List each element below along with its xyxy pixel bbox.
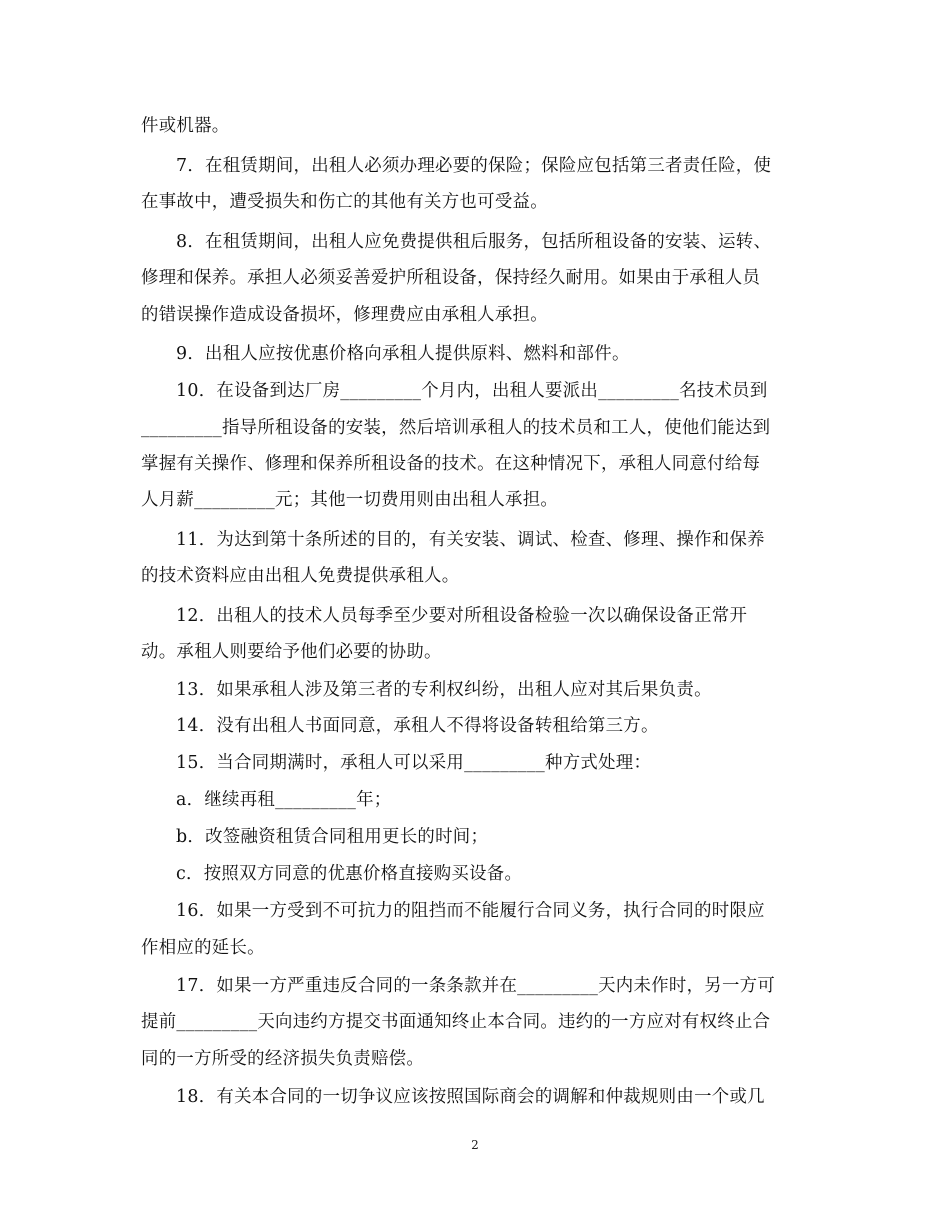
clause-8: 8．在租赁期间，出租人应免费提供租后服务，包括所租设备的安装、运转、 <box>176 232 772 252</box>
text-line: 作相应的延长。 <box>141 938 265 958</box>
clause-14: 14．没有出租人书面同意，承租人不得将设备转租给第三方。 <box>176 716 659 736</box>
text-line: 的错误操作造成设备损坏，修理费应由承租人承担。 <box>141 305 548 325</box>
clause-17: 17．如果一方严重违反合同的一条条款并在_________天内未作时，另一方可 <box>176 976 776 996</box>
clause-12: 12．出租人的技术人员每季至少要对所租设备检验一次以确保设备正常开 <box>176 606 748 626</box>
clause-18: 18．有关本合同的一切争议应该按照国际商会的调解和仲裁规则由一个或几 <box>176 1087 765 1107</box>
option-a: a．继续再租_________年； <box>176 790 392 810</box>
text-line: 在事故中，遭受损失和伤亡的其他有关方也可受益。 <box>141 192 548 212</box>
text-line: 动。承租人则要给予他们必要的协助。 <box>141 642 442 662</box>
text-line: 的技术资料应由出租人免费提供承租人。 <box>141 566 460 586</box>
clause-10: 10．在设备到达厂房_________个月内，出租人要派出_________名技术员到 <box>176 381 768 401</box>
page-number: 2 <box>471 1138 479 1152</box>
text-line: 同的一方所受的经济损失负责赔偿。 <box>141 1049 425 1069</box>
text-line: _________指导所租设备的安装，然后培训承租人的技术员和工人，使他们能达到 <box>141 418 771 438</box>
text-line: 修理和保养。承担人必须妥善爱护所租设备，保持经久耐用。如果由于承租人员 <box>141 268 761 288</box>
clause-11: 11．为达到第十条所述的目的，有关安装、调试、检查、修理、操作和保养 <box>176 530 765 550</box>
text-line: 掌握有关操作、修理和保养所租设备的技术。在这种情况下，承租人同意付给每 <box>141 454 761 474</box>
clause-15: 15．当合同期满时，承租人可以采用_________种方式处理： <box>176 753 652 773</box>
text-line: 人月薪_________元；其他一切费用则由出租人承担。 <box>141 490 559 510</box>
clause-13: 13．如果承租人涉及第三者的专利权纠纷，出租人应对其后果负责。 <box>176 680 712 700</box>
clause-9: 9．出租人应按优惠价格向承租人提供原料、燃料和部件。 <box>176 344 630 364</box>
option-b: b．改签融资租赁合同租用更长的时间； <box>176 827 489 847</box>
clause-16: 16．如果一方受到不可抗力的阻挡而不能履行合同义务，执行合同的时限应 <box>176 901 765 921</box>
text-line: 提前_________天向违约方提交书面通知终止本合同。违约的一方应对有权终止合 <box>141 1012 771 1032</box>
clause-7: 7．在租赁期间，出租人必须办理必要的保险；保险应包括第三者责任险，使 <box>176 156 772 176</box>
option-c: c．按照双方同意的优惠价格直接购买设备。 <box>176 864 523 884</box>
text-line: 件或机器。 <box>141 116 230 136</box>
